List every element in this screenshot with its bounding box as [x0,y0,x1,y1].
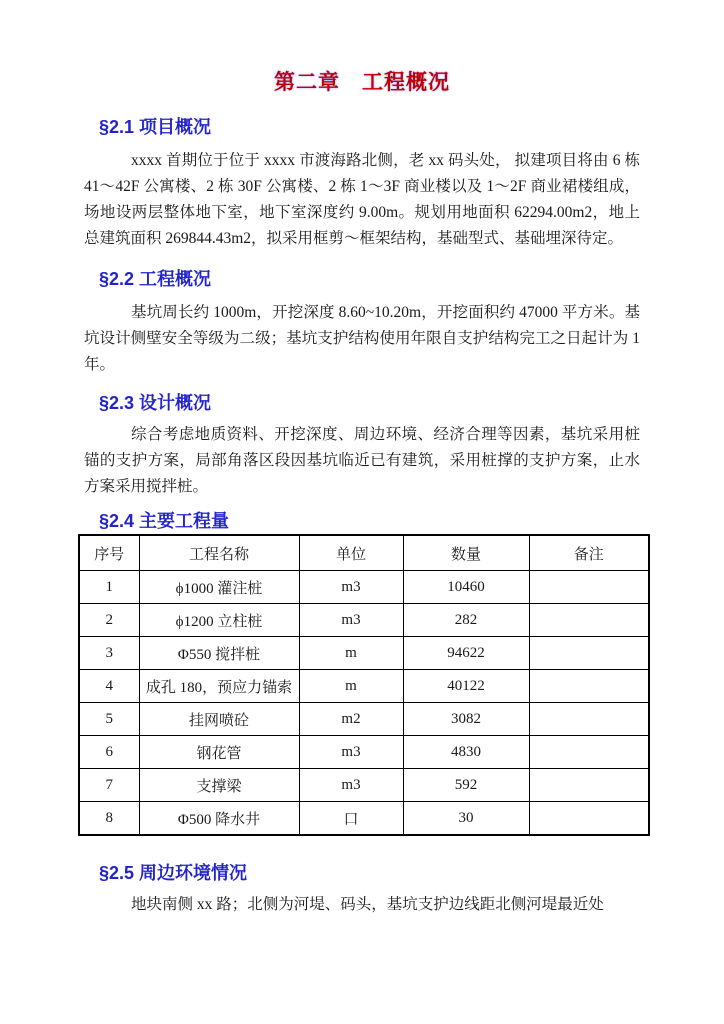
cell-remark [529,571,649,604]
col-header-name: 工程名称 [139,535,299,571]
col-header-remark: 备注 [529,535,649,571]
cell-quantity: 30 [403,802,529,836]
cell-unit: 口 [299,802,403,836]
section-heading-2-4: §2.4 主要工程量 [99,511,230,531]
cell-unit: m [299,637,403,670]
cell-remark [529,769,649,802]
table-row [79,571,649,604]
table-row [79,802,649,836]
cell-quantity: 4830 [403,736,529,769]
cell-name: 挂网喷砼 [139,703,299,736]
cell-name: 成孔 180，预应力锚索 [139,670,299,703]
table-header-row [79,535,649,571]
section-2-1-paragraph: xxxx 首期位于位于 xxxx 市渡海路北侧，老 xx 码头处， 拟建项目将由 6 栋 41～42F 公寓楼、2 栋 30F 公寓楼、2 栋 1～3F 商业楼以及 1～2F 商业裙楼组成，场地设两层整体地下室，地下室深度约 9.00m。规划用地面积 62294.00m2，地上总建筑面积 269844.43m2，拟采用框剪～框架结构，基础型式、基础埋深待定。 [84,152,640,247]
col-header-seq: 序号 [79,535,139,571]
cell-quantity: 94622 [403,637,529,670]
cell-remark [529,637,649,670]
cell-name: Φ550 搅拌桩 [139,637,299,670]
cell-name: ϕ1000 灌注桩 [139,571,299,604]
cell-seq: 4 [79,670,139,703]
cell-seq: 2 [79,604,139,637]
cell-remark [529,703,649,736]
table-row [79,736,649,769]
section-heading-2-1: §2.1 项目概况 [99,117,212,137]
section-2-2-paragraph: 基坑周长约 1000m，开挖深度 8.60~10.20m，开挖面积约 47000 平方米。基坑设计侧壁安全等级为二级；基坑支护结构使用年限自支护结构完工之日起计为 1 年。 [84,304,640,373]
table-row [79,769,649,802]
cell-unit: m [299,670,403,703]
cell-quantity: 40122 [403,670,529,703]
cell-quantity: 592 [403,769,529,802]
cell-seq: 8 [79,802,139,836]
table-row [79,637,649,670]
cell-seq: 3 [79,637,139,670]
cell-quantity: 282 [403,604,529,637]
cell-unit: m3 [299,769,403,802]
cell-seq: 5 [79,703,139,736]
cell-unit: m3 [299,604,403,637]
cell-unit: m3 [299,736,403,769]
section-2-3-paragraph: 综合考虑地质资料、开挖深度、周边环境、经济合理等因素，基坑采用桩锚的支护方案，局部角落区段因基坑临近已有建筑，采用桩撑的支护方案，止水方案采用搅拌桩。 [84,426,640,495]
table-row [79,670,649,703]
cell-name: 钢花管 [139,736,299,769]
table-row [79,703,649,736]
table-row [79,604,649,637]
col-header-unit: 单位 [299,535,403,571]
quantities-table [78,534,650,836]
cell-name: 支撑梁 [139,769,299,802]
section-heading-2-2: §2.2 工程概况 [99,269,212,289]
section-heading-2-5: §2.5 周边环境情况 [99,863,248,883]
cell-seq: 7 [79,769,139,802]
cell-unit: m2 [299,703,403,736]
cell-name: Φ500 降水井 [139,802,299,836]
cell-remark [529,736,649,769]
cell-remark [529,802,649,836]
cell-remark [529,670,649,703]
cell-remark [529,604,649,637]
section-2-5-paragraph: 地块南侧 xx 路；北侧为河堤、码头，基坑支护边线距北侧河堤最近处 [131,896,604,913]
cell-seq: 1 [79,571,139,604]
cell-unit: m3 [299,571,403,604]
cell-quantity: 3082 [403,703,529,736]
chapter-title: 第二章 工程概况 [274,71,450,94]
col-header-quantity: 数量 [403,535,529,571]
cell-seq: 6 [79,736,139,769]
cell-name: ϕ1200 立柱桩 [139,604,299,637]
section-heading-2-3: §2.3 设计概况 [99,393,212,413]
cell-quantity: 10460 [403,571,529,604]
